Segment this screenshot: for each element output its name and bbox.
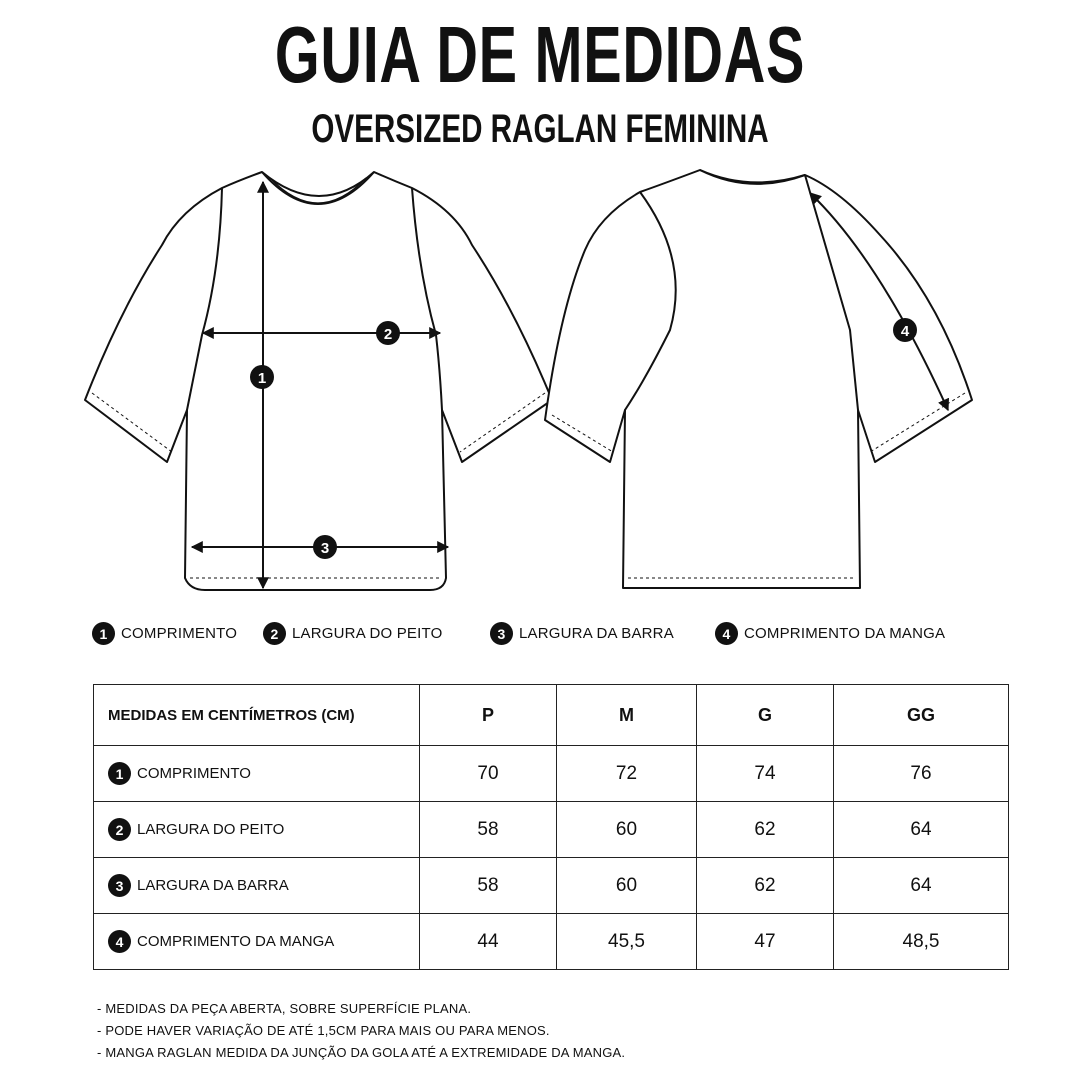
legend-number: 4 bbox=[715, 622, 738, 645]
row-label-text: COMPRIMENTO bbox=[137, 765, 251, 782]
back-shirt-outline bbox=[545, 170, 972, 588]
table-cell: 62 bbox=[697, 802, 834, 858]
marker-4 bbox=[893, 318, 917, 342]
marker-1 bbox=[250, 365, 274, 389]
table-cell: 60 bbox=[557, 802, 697, 858]
size-header-m: M bbox=[557, 685, 697, 746]
size-header-gg: GG bbox=[834, 685, 1009, 746]
legend-number: 1 bbox=[92, 622, 115, 645]
table-cell: 44 bbox=[420, 914, 557, 970]
table-row bbox=[94, 746, 1009, 802]
marker-2-label: 2 bbox=[383, 326, 393, 343]
size-header-p: P bbox=[420, 685, 557, 746]
row-label bbox=[94, 914, 420, 970]
table-cell: 64 bbox=[834, 802, 1009, 858]
legend-item-largura-peito bbox=[263, 622, 442, 645]
table-row bbox=[94, 914, 1009, 970]
marker-1-label: 1 bbox=[257, 370, 267, 387]
row-number: 4 bbox=[108, 930, 131, 953]
table-cell: 64 bbox=[834, 858, 1009, 914]
legend-label: COMPRIMENTO DA MANGA bbox=[744, 625, 946, 642]
table-cell: 58 bbox=[420, 802, 557, 858]
legend-item-comprimento-manga bbox=[715, 622, 945, 645]
row-label-text: LARGURA DA BARRA bbox=[137, 877, 289, 894]
note-line: - MANGA RAGLAN MEDIDA DA JUNÇÃO DA GOLA ATÉ A EXTREMIDADE DA MANGA. bbox=[97, 1045, 626, 1060]
row-label bbox=[94, 802, 420, 858]
legend-label: LARGURA DO PEITO bbox=[292, 625, 443, 642]
page-subtitle: OVERSIZED RAGLAN FEMININA bbox=[311, 107, 769, 151]
front-shirt-outline bbox=[85, 172, 552, 590]
table-cell: 76 bbox=[834, 746, 1009, 802]
table-header-label: MEDIDAS EM CENTÍMETROS (CM) bbox=[94, 685, 420, 746]
marker-2 bbox=[376, 321, 400, 345]
size-table bbox=[93, 684, 1009, 970]
legend-number: 2 bbox=[263, 622, 286, 645]
row-number: 3 bbox=[108, 874, 131, 897]
table-cell: 58 bbox=[420, 858, 557, 914]
marker-3 bbox=[313, 535, 337, 559]
size-header-g: G bbox=[697, 685, 834, 746]
table-cell: 74 bbox=[697, 746, 834, 802]
row-label-text: LARGURA DO PEITO bbox=[137, 821, 285, 838]
row-number: 1 bbox=[108, 762, 131, 785]
page-title: GUIA DE MEDIDAS bbox=[274, 10, 806, 99]
legend-label: COMPRIMENTO bbox=[121, 625, 238, 642]
legend-label: LARGURA DA BARRA bbox=[519, 625, 674, 642]
table-row bbox=[94, 802, 1009, 858]
note-line: - MEDIDAS DA PEÇA ABERTA, SOBRE SUPERFÍCIE PLANA. bbox=[97, 1001, 472, 1016]
notes bbox=[97, 998, 625, 1064]
marker-3-label: 3 bbox=[320, 540, 330, 557]
row-label bbox=[94, 858, 420, 914]
table-cell: 72 bbox=[557, 746, 697, 802]
legend-item-comprimento bbox=[92, 622, 237, 645]
row-number: 2 bbox=[108, 818, 131, 841]
table-cell: 47 bbox=[697, 914, 834, 970]
table-row bbox=[94, 858, 1009, 914]
table-cell: 48,5 bbox=[834, 914, 1009, 970]
table-cell: 45,5 bbox=[557, 914, 697, 970]
legend-item-largura-barra bbox=[490, 622, 674, 645]
row-label bbox=[94, 746, 420, 802]
legend bbox=[0, 622, 1080, 648]
table-cell: 70 bbox=[420, 746, 557, 802]
marker-4-label: 4 bbox=[900, 323, 910, 340]
row-label-text: COMPRIMENTO DA MANGA bbox=[137, 933, 335, 950]
legend-number: 3 bbox=[490, 622, 513, 645]
table-cell: 62 bbox=[697, 858, 834, 914]
table-header-row bbox=[94, 685, 1009, 746]
table-cell: 60 bbox=[557, 858, 697, 914]
note-line: - PODE HAVER VARIAÇÃO DE ATÉ 1,5CM PARA MAIS OU PARA MENOS. bbox=[97, 1023, 550, 1038]
